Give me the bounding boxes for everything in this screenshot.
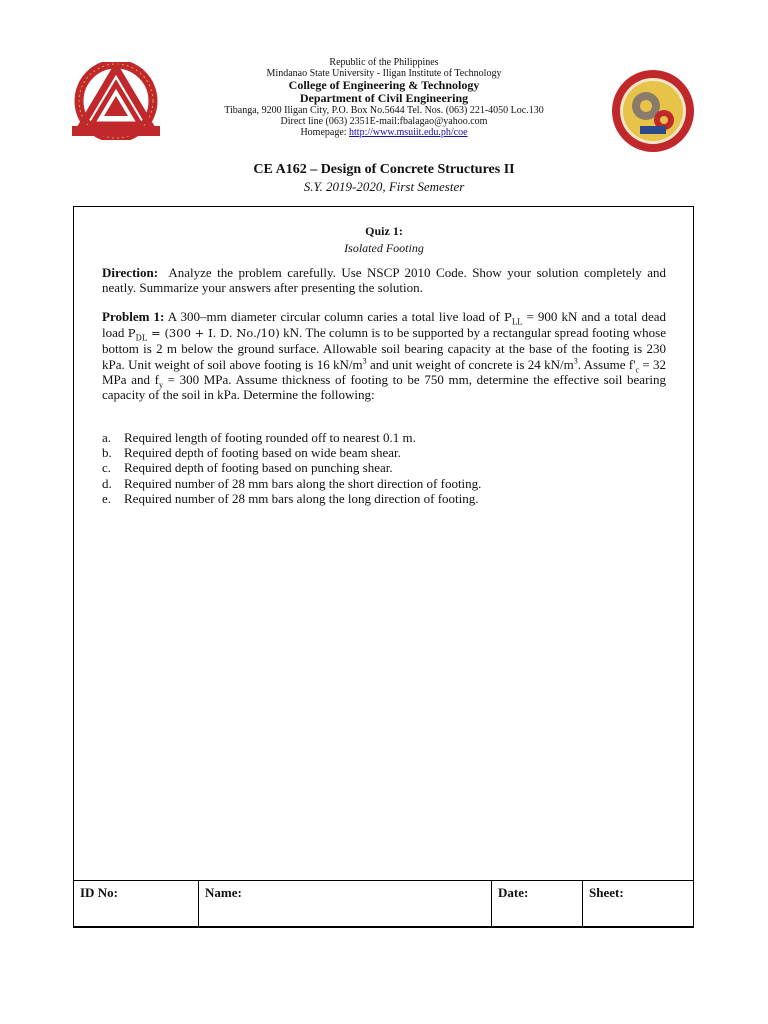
requirements-list — [102, 430, 666, 506]
problem-text-3: kN. The column is to be supported by a rectangular spread footing whose bottom is 2 m below the ground surface. Allowable soil bearing capacity at the base of the footing is 230 kPa. Unit weight of soil above footing is 16 kN/m — [102, 325, 666, 372]
direct-line: Direct line (063) 2351E-mail:fbalagao@yahoo.com — [280, 116, 488, 127]
sup-3a: 3 — [362, 356, 367, 366]
item-letter: c. — [102, 460, 112, 476]
problem-paragraph — [102, 309, 666, 402]
item-text: Required number of 28 mm bars along the long direction of footing. — [124, 490, 479, 506]
pdl-subscript: DL — [135, 333, 148, 343]
pll-symbol — [503, 310, 523, 327]
item-letter: d. — [102, 475, 112, 491]
item-text: Required depth of footing based on wide beam shear. — [124, 445, 401, 461]
pll-subscript: LL — [511, 317, 523, 327]
pll-letter: P — [503, 310, 512, 324]
fy-subscript: y — [158, 380, 163, 390]
problem-text-4: and unit weight of concrete is 24 kN/m — [369, 356, 574, 372]
item-text: Required depth of footing based on punching shear. — [124, 460, 393, 476]
student-info-table — [73, 880, 694, 928]
pdl-expression: = (300 + I. D. No./10) — [151, 326, 280, 341]
fc-subscript: c — [635, 365, 640, 375]
item-letter: e. — [102, 490, 112, 506]
problem-label: Problem 1: — [102, 309, 165, 324]
list-item — [102, 476, 666, 491]
course-title: CE A162 – Design of Concrete Structures II — [253, 162, 515, 177]
date-cell[interactable] — [492, 881, 583, 928]
id-label: ID No: — [80, 885, 118, 900]
letterhead — [0, 57, 768, 138]
sheet-label: Sheet: — [589, 885, 624, 900]
quiz-title: Quiz 1: — [365, 224, 403, 238]
table-row — [74, 881, 694, 928]
date-label: Date: — [498, 885, 529, 900]
problem-text-1: A 300–mm diameter circular column caries a total live load of — [167, 309, 500, 324]
problem-text-2: = 900 kN and a total dead load — [102, 309, 667, 341]
name-cell[interactable] — [199, 881, 492, 928]
list-item — [102, 430, 666, 445]
name-label: Name: — [205, 885, 242, 900]
university-line: Mindanao State University - Iligan Institute of Technology — [266, 68, 502, 79]
item-letter: a. — [102, 430, 112, 445]
pdl-symbol — [127, 326, 280, 343]
college-line: College of Engineering & Technology — [288, 78, 480, 92]
problem-text-7: = 300 MPa. Assume thickness of footing to be 750 mm, determine the effective soil bearing capacity of the soil in kPa. Determine the following: — [102, 371, 667, 403]
quiz-heading — [0, 224, 768, 256]
list-item — [102, 445, 666, 460]
homepage-line — [0, 127, 768, 138]
course-heading — [0, 162, 768, 195]
address-line: Tibanga, 9200 Iligan City, P.O. Box No.5644 Tel. Nos. (063) 221-4050 Loc.130 — [224, 105, 544, 116]
item-letter: b. — [102, 445, 112, 461]
homepage-label: Homepage: — [300, 127, 347, 138]
direction-text: Analyze the problem carefully. Use NSCP 2010 Code. Show your solution completely and neatly. Summarize your answers after presenting the solution. — [102, 265, 666, 296]
republic-line: Republic of the Philippines — [329, 57, 439, 68]
item-text: Required length of footing rounded off to nearest 0.1 m. — [124, 430, 416, 445]
problem-text-5: . Assume f' — [577, 356, 636, 372]
problem-text-6: = 32 MPa and f — [102, 356, 667, 387]
pdl-letter: P — [127, 326, 136, 341]
direction-paragraph — [102, 265, 666, 295]
list-item — [102, 460, 666, 475]
item-text: Required number of 28 mm bars along the short direction of footing. — [124, 475, 482, 491]
school-year: S.Y. 2019-2020, First Semester — [303, 179, 465, 194]
homepage-link[interactable]: http://www.msuiit.edu.ph/coe — [349, 127, 468, 138]
sup-3b: 3 — [573, 356, 578, 366]
list-item — [102, 491, 666, 506]
sheet-cell[interactable] — [583, 881, 694, 928]
department-line: Department of Civil Engineering — [299, 91, 469, 105]
quiz-subtitle: Isolated Footing — [344, 241, 424, 255]
id-cell[interactable] — [74, 881, 199, 928]
direction-label: Direction: — [102, 265, 159, 280]
